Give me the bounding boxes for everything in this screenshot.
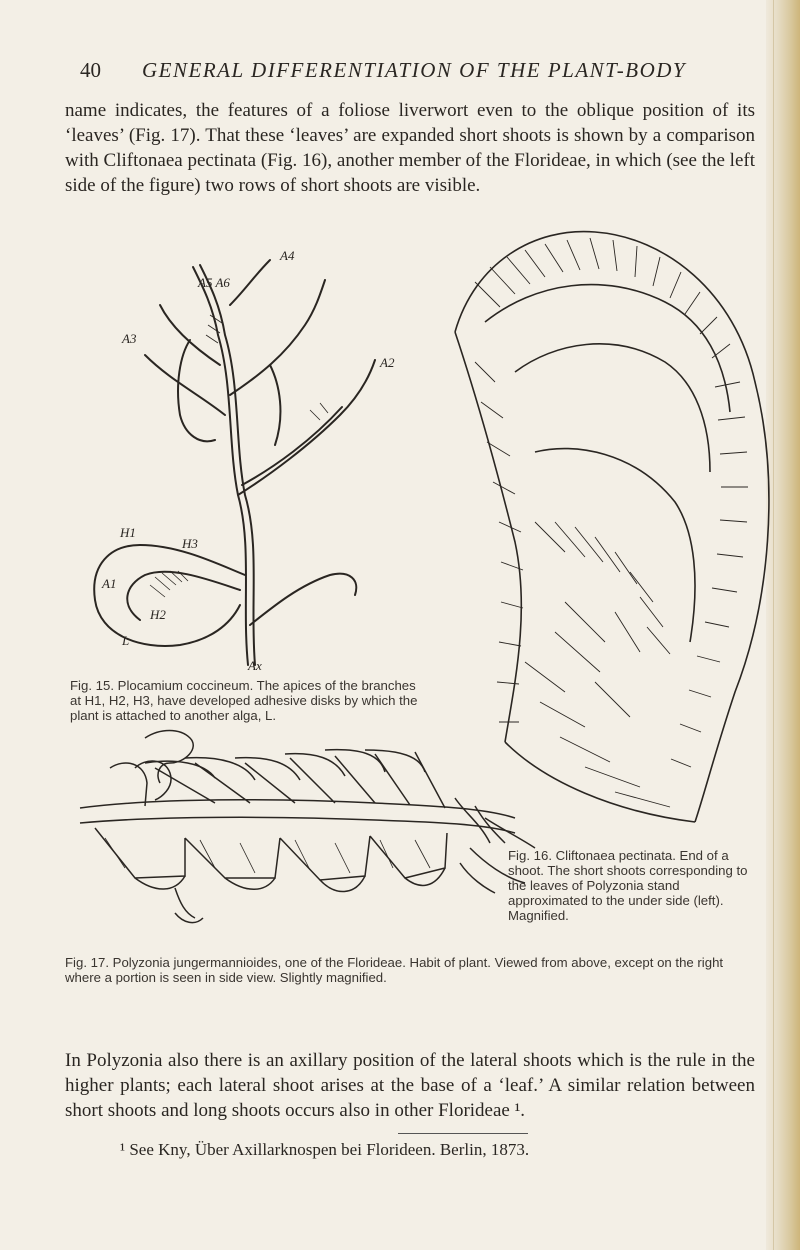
running-head: GENERAL DIFFERENTIATION OF THE PLANT-BODY bbox=[142, 58, 687, 82]
figure-16-caption: Fig. 16. Cliftonaea pectinata. End of a shoot. The short shoots corresponding to the leaves of Polyzonia stand approximated to the under side (left). Magnified. bbox=[508, 848, 748, 923]
footnote: ¹ See Kny, Über Axillarknospen bei Florideen. Berlin, 1873. bbox=[120, 1140, 530, 1159]
figure-17-caption: Fig. 17. Polyzonia jungermannioides, one of the Florideae. Habit of plant. Viewed from above, except on the right where a portion is seen in side view. Slightly magnified. bbox=[65, 955, 724, 985]
footnote-rule bbox=[398, 1133, 528, 1134]
page-number: 40 bbox=[80, 58, 101, 82]
figure-15-caption: Fig. 15. Plocamium coccineum. The apices of the branches at H1, H2, H3, have developed adhesive disks by which the plant is attached to another alga, L. bbox=[70, 678, 418, 723]
fig15-label-h2: H2 bbox=[150, 607, 166, 622]
fig15-label-a5a6: A5 A6 bbox=[198, 275, 230, 290]
fig15-label-ax: Ax bbox=[248, 658, 262, 673]
fig15-label-a1: A1 bbox=[102, 576, 117, 591]
fig15-label-a4: A4 bbox=[280, 248, 295, 263]
fig15-label-l: L bbox=[122, 633, 130, 648]
figure-15-illustration bbox=[70, 245, 430, 675]
body-paragraph-1: name indicates, the features of a foliose liverwort even to the oblique position of its ‘leaves’ (Fig. 17). That these ‘leaves’ are expanded short shoots is shown by a comparison with Cliftonaea pectinata (Fig. 16), another member of the Florideae, in which (see the left side of the figure) two rows of short shoots are visible. bbox=[65, 100, 755, 196]
fig15-label-a2: A2 bbox=[380, 355, 395, 370]
body-paragraph-2: In Polyzonia also there is an axillary position of the lateral shoots which is the rule in the higher plants; each lateral shoot arises at the base of a ‘leaf.’ A similar relation between short shoots and long shoots occurs also in other Florideae ¹. bbox=[65, 1050, 755, 1121]
fig15-label-a3: A3 bbox=[122, 331, 137, 346]
fig15-label-h1: H1 bbox=[120, 525, 136, 540]
fig15-label-h3: H3 bbox=[182, 536, 198, 551]
page-header bbox=[80, 58, 720, 88]
figure-17-illustration bbox=[75, 728, 545, 948]
